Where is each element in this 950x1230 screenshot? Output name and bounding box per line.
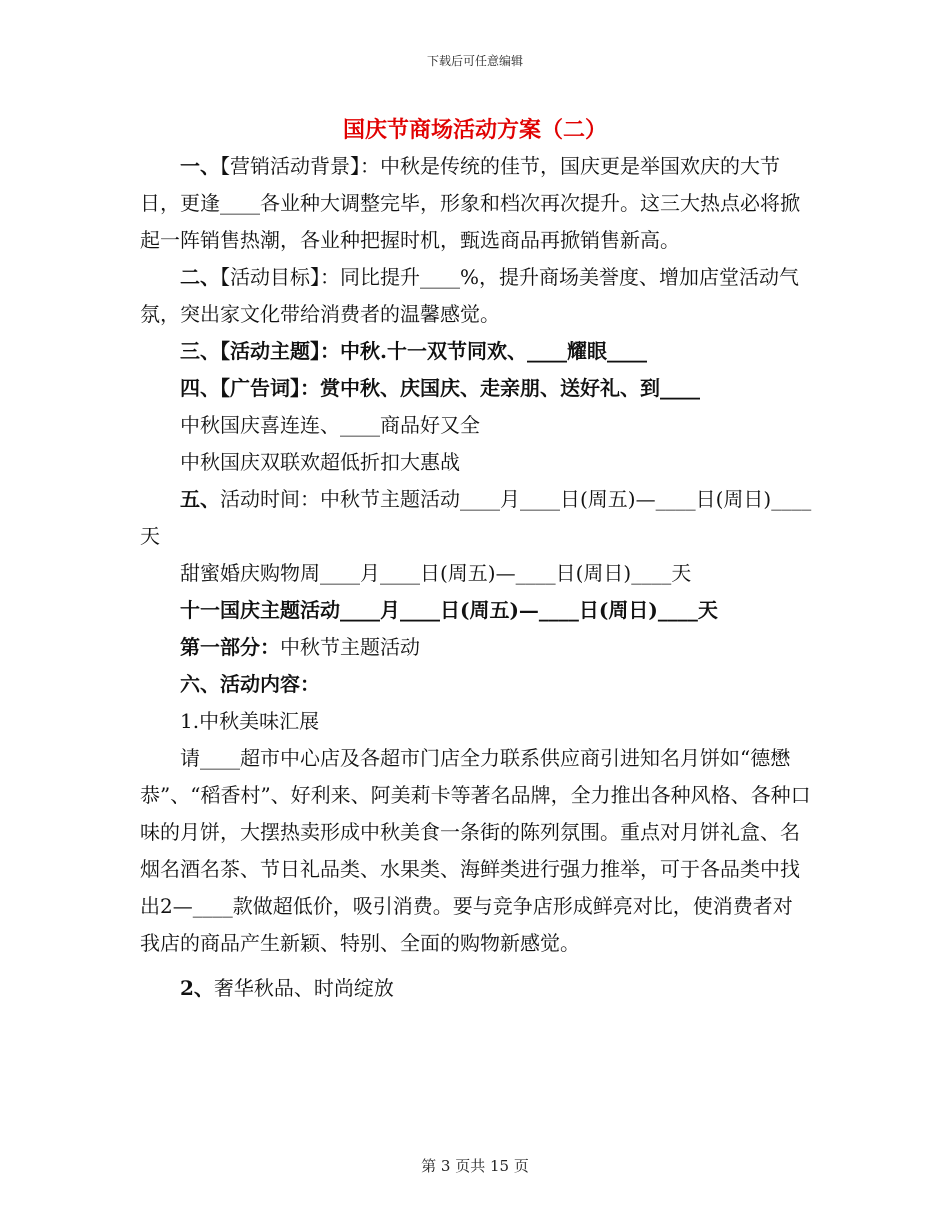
section-label: 2、 [180,976,214,1000]
page-footer: 第 3 页共 15 页 [421,1157,529,1175]
paragraph-text: 中秋节主题活动 [280,635,420,659]
paragraph-goal [140,259,812,333]
paragraph-item-detail: 请____超市中心店及各超市门店全力联系供应商引进知名月饼如“德懋恭”、“稻香村”、好利来、阿美莉卡等著名品牌，全力推出各种风格、各种口味的月饼，大摆热卖形成中秋美食一条街的陈列氛围。重点对月饼礼盒、名烟名酒名茶、节日礼品类、水果类、海鲜类进行强力推举，可于各品类中找出2—____款做超低价，吸引消费。要与竞争店形成鲜亮对比，使消费者对我店的商品产生新颖、特别、全面的购物新感觉。 [140,746,811,955]
paragraph-slogan: 四、【广告词】：赏中秋、庆国庆、走亲朋、送好礼、到____ [180,376,700,400]
page-header: 下载后可任意编辑 [426,54,523,68]
paragraph-time [140,481,812,555]
time-line-national-day: 十一国庆主题活动____月____日(周五)—____日(周日)____天 [180,598,718,622]
paragraph-text: 活动时间：中秋节主题活动____月____日(周五)—____日(周日)____天 [140,487,812,548]
document-body [140,148,812,1007]
paragraph-background [140,148,812,259]
item-heading: 1.中秋美味汇展 [180,709,320,733]
section-label: 二、 [180,265,220,289]
section-heading-content: 六、活动内容： [180,672,320,696]
section-label: 第一部分： [180,635,280,659]
paragraph-text: 【活动目标】：同比提升____%，提升商场美誉度、增加店堂活动气氛，突出家文化带给消费者的温馨感觉。 [140,265,800,326]
time-line-wedding: 甜蜜婚庆购物周____月____日(周五)—____日(周日)____天 [180,561,692,585]
section-label: 五、 [180,487,220,511]
slogan-line: 中秋国庆喜连连、____商品好又全 [180,413,480,437]
slogan-line: 中秋国庆双联欢超低折扣大惠战 [180,450,460,474]
document-title: 国庆节商场活动方案（二） [342,117,607,143]
paragraph-text: 【营销活动背景】：中秋是传统的佳节，国庆更是举国欢庆的大节日，更逢____各业种大调整完毕，形象和档次再次提升。这三大热点必将掀起一阵销售热潮，各业种把握时机，甄选商品再掀销售新高。 [140,154,800,252]
paragraph-theme: 三、【活动主题】：中秋.十一双节同欢、____耀眼____ [180,339,647,363]
section-label: 一、 [180,154,220,178]
paragraph-text: 奢华秋品、时尚绽放 [213,976,394,1000]
part-heading [140,629,812,666]
item-heading [140,970,812,1007]
